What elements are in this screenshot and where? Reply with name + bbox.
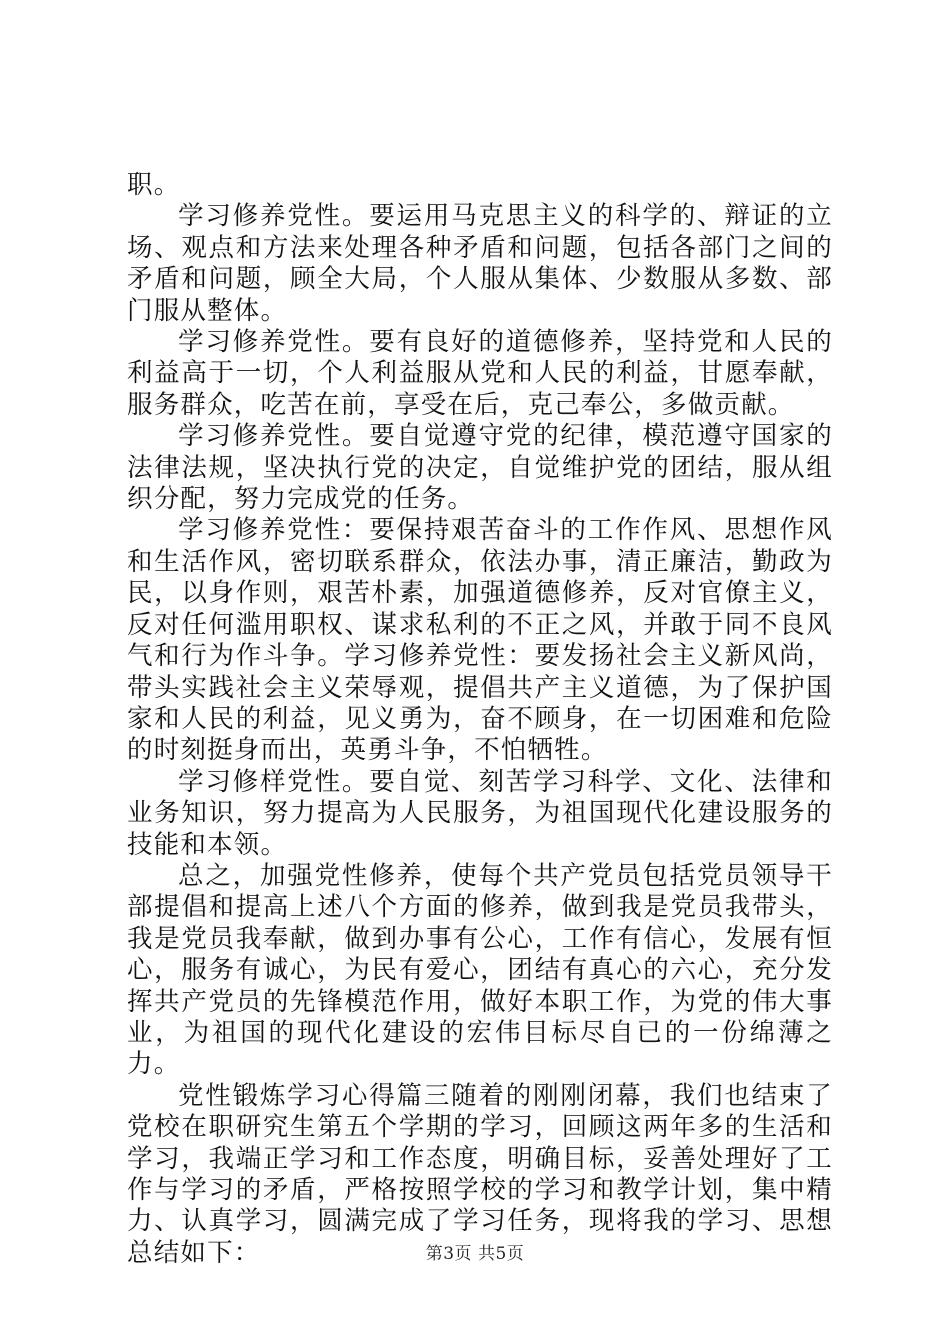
page-number-footer: 第3页 共5页: [425, 1244, 525, 1264]
paragraph-3: 学习修养党性。要有良好的道德修养，坚持党和人民的利益高于一切，个人利益服从党和人民的利益，甘愿奉献，服务群众，吃苦在前，享受在后，克己奉公，多做贡献。: [127, 327, 833, 420]
paragraph-5: 学习修养党性：要保持艰苦奋斗的工作作风、思想作风和生活作风，密切联系群众，依法办事，清正廉洁，勤政为民，以身作则，艰苦朴素，加强道德修养，反对官僚主义，反对任何滥用职权、谋求私利的不正之风，并敢于同不良风气和行为作斗争。学习修养党性：要发扬社会主义新风尚，带头实践社会主义荣辱观，提倡共产主义道德，为了保护国家和人民的利益，见义勇为，奋不顾身，在一切困难和危险的时刻挺身而出，英勇斗争，不怕牺牲。: [127, 515, 833, 766]
paragraph-8: 党性锻炼学习心得篇三随着的刚刚闭幕，我们也结束了党校在职研究生第五个学期的学习，回顾这两年多的生活和学习，我端正学习和工作态度，明确目标，妥善处理好了工作与学习的矛盾，严格按照学校的学习和教学计划，集中精力、认真学习，圆满完成了学习任务，现将我的学习、思想总结如下：: [127, 1080, 833, 1268]
document-body: [127, 170, 833, 1269]
paragraph-4: 学习修养党性。要自觉遵守党的纪律，模范遵守国家的法律法规，坚决执行党的决定，自觉维护党的团结，服从组织分配，努力完成党的任务。: [127, 421, 833, 515]
paragraph-6: 学习修样党性。要自觉、刻苦学习科学、文化、法律和业务知识，努力提高为人民服务，为祖国现代化建设服务的技能和本领。: [127, 766, 833, 860]
paragraph-7: 总之，加强党性修养，使每个共产党员包括党员领导干部提倡和提高上述八个方面的修养，做到我是党员我带头，我是党员我奉献，做到办事有公心，工作有信心，发展有恒心，服务有诚心，为民有爱心，团结有真心的六心，充分发挥共产党员的先锋模范作用，做好本职工作，为党的伟大事业，为祖国的现代化建设的宏伟目标尽自已的一份绵薄之力。: [127, 860, 833, 1080]
paragraph-1: 职。: [127, 170, 181, 200]
paragraph-2: 学习修养党性。要运用马克思主义的科学的、辩证的立场、观点和方法来处理各种矛盾和问题，包括各部门之间的矛盾和问题，顾全大局，个人服从集体、少数服从多数、部门服从整体。: [127, 201, 833, 326]
